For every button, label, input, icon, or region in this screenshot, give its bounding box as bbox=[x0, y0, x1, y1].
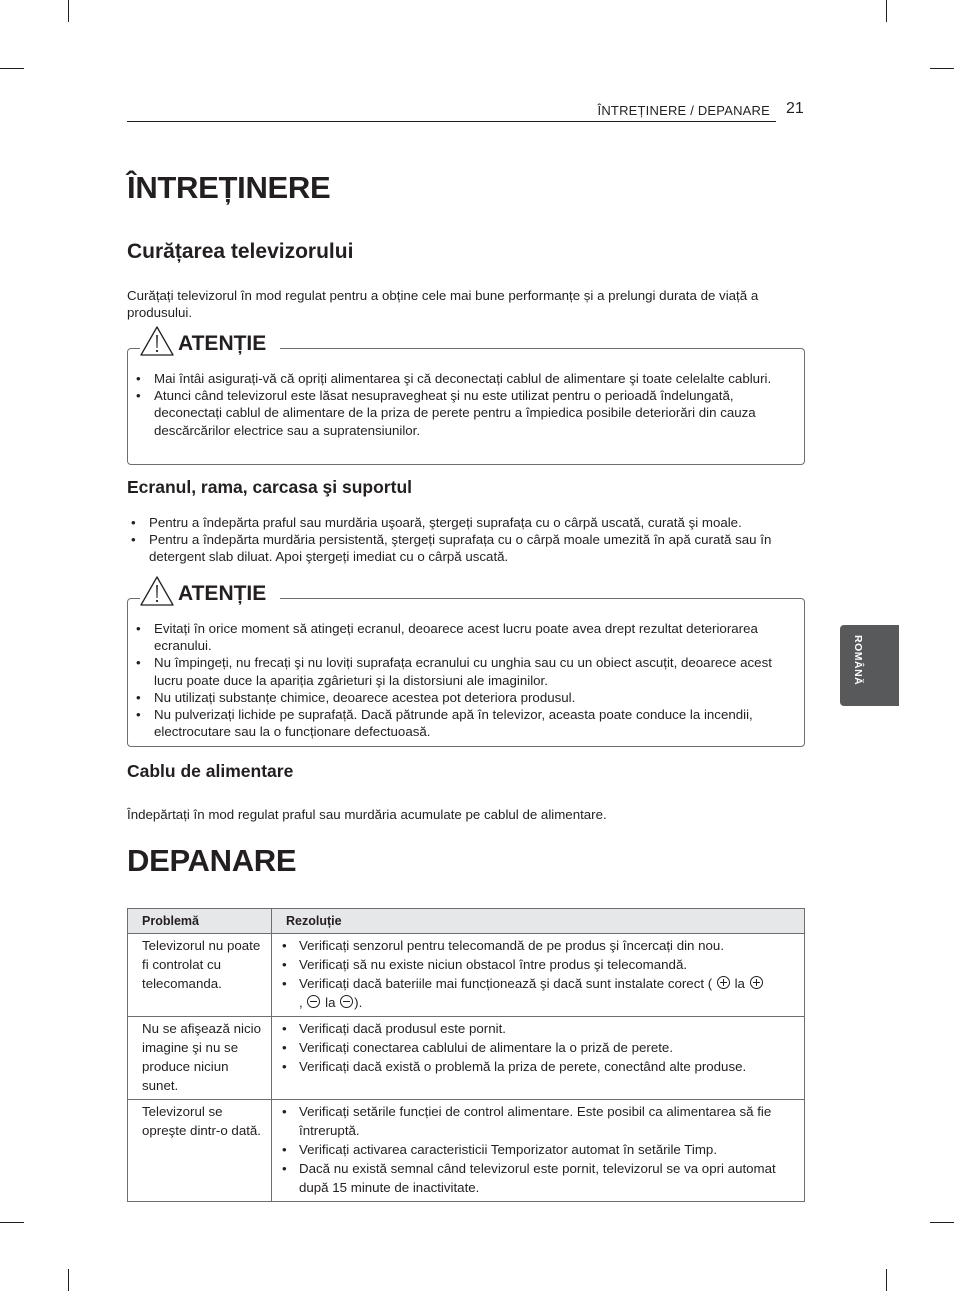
crop-mark bbox=[0, 1222, 24, 1223]
circled-minus-icon bbox=[340, 995, 353, 1008]
caution-list bbox=[128, 620, 783, 740]
caution-header bbox=[140, 325, 280, 357]
caution-box bbox=[127, 332, 805, 465]
crop-mark bbox=[886, 0, 887, 22]
list-item: • Nu utilizați substanțe chimice, deoarece acestea pot deteriora produsul. bbox=[128, 689, 783, 706]
list-item: • Pentru a îndepărta praful sau murdăria uşoară, ştergeți suprafața cu o cârpă uscată, curată şi moale. bbox=[123, 514, 808, 531]
caution-title: ATENȚIE bbox=[178, 582, 267, 605]
maintenance-title: ÎNTREȚINERE bbox=[127, 170, 331, 205]
resolution-cell bbox=[272, 934, 805, 1017]
language-tab-label: ROMÂNĂ bbox=[852, 635, 864, 686]
warning-triangle-icon bbox=[140, 575, 174, 607]
crop-mark bbox=[930, 1222, 954, 1223]
header-rule bbox=[127, 121, 776, 122]
problem-cell: Televizorul nu poate fi controlat cu telecomanda. bbox=[128, 934, 272, 1017]
circled-plus-icon bbox=[717, 976, 730, 989]
table-header-row bbox=[128, 909, 805, 934]
crop-mark bbox=[68, 1269, 69, 1291]
list-item: • Verificați conectarea cablului de alimentare la o priză de perete. bbox=[280, 1038, 798, 1057]
list-item bbox=[280, 974, 798, 1012]
battery-text: la bbox=[734, 976, 745, 991]
crop-mark bbox=[886, 1269, 887, 1291]
column-header-problem: Problemă bbox=[128, 909, 272, 934]
table-row bbox=[128, 1100, 805, 1202]
battery-text: Verificați dacă bateriile mai funcționează şi dacă sunt instalate corect ( bbox=[299, 976, 713, 991]
resolution-cell bbox=[272, 1100, 805, 1202]
problem-cell: Nu se afişează nicio imagine şi nu se produce niciun sunet. bbox=[128, 1017, 272, 1100]
language-tab bbox=[840, 625, 899, 706]
list-item: • Verificați dacă produsul este pornit. bbox=[280, 1019, 798, 1038]
resolution-list bbox=[280, 1019, 798, 1076]
list-item: • Verificați dacă există o problemă la priza de perete, conectând alte produse. bbox=[280, 1057, 798, 1076]
list-item: • Nu împingeți, nu frecați şi nu loviți suprafața ecranului cu unghia sau cu un obiect ascuțit, deoarece acest lucru poate duce la apariția zgârieturi şi la distorsiuni ale imaginilor. bbox=[128, 654, 783, 688]
list-item: • Atunci când televizorul este lăsat nesupravegheat şi nu este utilizat pentru o perioadă îndelungată, deconectați cablul de alimentare de la priza de perete pentru a împiedica posibile deteriorări din cauza descărcărilor electrice sau a supratensiunilor. bbox=[128, 387, 783, 439]
cleaning-heading: Curățarea televizorului bbox=[127, 240, 354, 263]
troubleshooting-table bbox=[127, 908, 805, 1202]
list-item: • Mai întâi asigurați-vă că opriți alimentarea şi că deconectați cablul de alimentare şi toate celelalte cabluri. bbox=[128, 370, 783, 387]
screen-heading: Ecranul, rama, carcasa şi suportul bbox=[127, 477, 412, 497]
list-item: • Pentru a îndepărta murdăria persistentă, ştergeți suprafața cu o cârpă moale umezită în apă curată sau în detergent slab diluat. Apoi ştergeți imediat cu o cârpă uscată. bbox=[123, 531, 808, 565]
power-cable-heading: Cablu de alimentare bbox=[127, 761, 294, 781]
crop-mark bbox=[68, 0, 69, 22]
troubleshooting-title: DEPANARE bbox=[127, 843, 297, 878]
cleaning-intro: Curățați televizorul în mod regulat pentru a obține cele mai bune performanțe și a prelungi durata de viață a produsului. bbox=[127, 288, 759, 320]
warning-triangle-icon bbox=[140, 325, 174, 357]
list-item: • Nu pulverizați lichide pe suprafață. Dacă pătrunde apă în televizor, aceasta poate conduce la incendii, electrocutare sau la o funcționare defectuoasă. bbox=[128, 706, 783, 740]
crop-mark bbox=[0, 68, 24, 69]
resolution-list bbox=[280, 1102, 798, 1197]
list-item: • Verificați activarea caracteristicii Temporizator automat în setările Timp. bbox=[280, 1140, 798, 1159]
list-item: • Evitați în orice moment să atingeți ecranul, deoarece acest lucru poate avea drept rezultat deteriorarea ecranului. bbox=[128, 620, 783, 654]
caution-list bbox=[128, 370, 783, 439]
list-item: • Verificați setările funcției de control alimentare. Este posibil ca alimentarea să fie întreruptă. bbox=[280, 1102, 798, 1140]
crop-mark bbox=[930, 68, 954, 69]
problem-cell: Televizorul se opreşte dintr-o dată. bbox=[128, 1100, 272, 1202]
table-row bbox=[128, 1017, 805, 1100]
resolution-cell bbox=[272, 1017, 805, 1100]
battery-text: la bbox=[325, 995, 336, 1010]
running-header: ÎNTREȚINERE / DEPANARE bbox=[597, 103, 770, 118]
battery-text: ). bbox=[354, 995, 363, 1010]
circled-minus-icon bbox=[307, 995, 320, 1008]
list-item: • Verificați senzorul pentru telecomandă de pe produs şi încercați din nou. bbox=[280, 936, 798, 955]
page-number: 21 bbox=[786, 100, 804, 117]
list-item: • Dacă nu există semnal când televizorul este pornit, televizorul se va opri automat după 15 minute de inactivitate. bbox=[280, 1159, 798, 1197]
circled-plus-icon bbox=[750, 976, 763, 989]
column-header-resolution: Rezoluție bbox=[272, 909, 805, 934]
screen-list bbox=[123, 514, 808, 566]
caution-box bbox=[127, 582, 805, 747]
table-row bbox=[128, 934, 805, 1017]
resolution-list bbox=[280, 936, 798, 1012]
caution-title: ATENȚIE bbox=[178, 332, 267, 355]
list-item: • Verificați să nu existe niciun obstacol între produs şi telecomandă. bbox=[280, 955, 798, 974]
caution-header bbox=[140, 575, 280, 607]
power-cable-text: Îndepărtați în mod regulat praful sau murdăria acumulate pe cablul de alimentare. bbox=[127, 807, 607, 822]
battery-text: , bbox=[299, 995, 303, 1010]
